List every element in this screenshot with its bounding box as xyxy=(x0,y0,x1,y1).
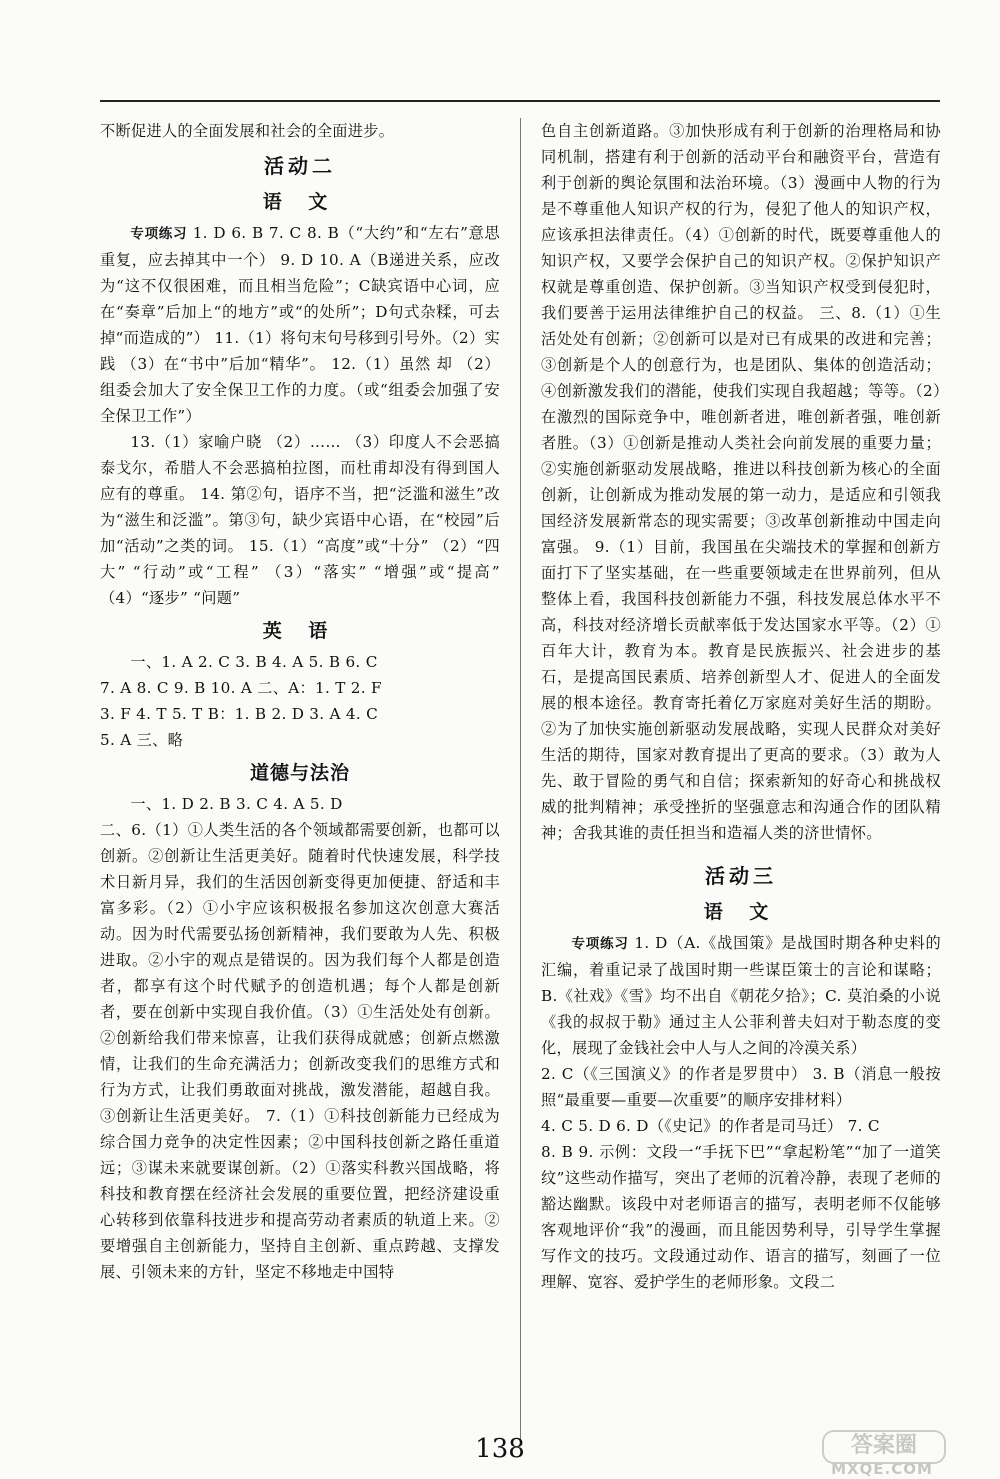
header-rule xyxy=(100,100,940,102)
english-answers-1: 一、1. A 2. C 3. B 4. A 5. B 6. C xyxy=(130,653,378,671)
watermark-logo: 答案圈 xyxy=(822,1430,946,1464)
column-divider xyxy=(520,118,521,1440)
page-number: 138 xyxy=(475,1434,525,1464)
special-practice-label: 专项练习 xyxy=(130,226,188,242)
watermark xyxy=(822,1430,942,1476)
activity3-heading: 活动三 xyxy=(705,864,777,888)
chinese-heading: 语 文 xyxy=(262,191,338,213)
english-answers-4: 5. A 三、略 xyxy=(100,731,184,749)
intro-text: 不断促进人的全面发展和社会的全面进步。 xyxy=(100,122,395,140)
chinese3-answers-3: 4. C 5. D 6. D（《史记》的作者是司马迁） 7. C xyxy=(541,1117,880,1135)
morality-answers-1: 一、1. D 2. B 3. C 4. A 5. D xyxy=(130,795,343,813)
chinese-heading-2: 语 文 xyxy=(703,901,779,923)
activity2-heading: 活动二 xyxy=(264,154,336,178)
chinese3-answers-2: 2. C（《三国演义》的作者是罗贯中） 3. B（消息一般按照“最重要—重要—次重要”的顺序安排材料） xyxy=(541,1065,941,1109)
chinese-answers-2: 13.（1）家喻户晓 （2）…… （3）印度人不会恶搞泰戈尔，希腊人不会恶搞柏拉图，而杜甫却没有得到国人应有的尊重。 14. 第②句，语序不当，把“泛滥和滋生”改为“滋生和泛滥”。第③句，缺少宾语中心语，在“校园”后加“活动”之类的词。 15.（1）“高度”或“十分” （2）“四大” “行动”或“工程” （3）“落实” “增强”或“提高” （4）“逐步” “问题” xyxy=(100,433,500,607)
chinese3-answers-1: 专项练习 1. D（A.《战国策》是战国时期各种史料的汇编，着重记录了战国时期一些谋臣策士的言论和谋略；B.《社戏》《雪》均不出自《朝花夕拾》；C. 莫泊桑的小说《我的叔叔于勒》通过主人公菲利普夫妇对于勒态度的变化，展现了金钱社会中人与人之间的冷漠关系） xyxy=(541,934,941,1057)
chinese3-answers-4: 8. B 9. 示例：文段一“手抚下巴”“拿起粉笔”“加了一道笑纹”这些动作描写，突出了老师的沉着冷静，表现了老师的豁达幽默。该段中对老师语言的描写，表明老师不仅能够客观地评价“我”的漫画，而且能因势利导，引导学生掌握写作文的技巧。文段通过动作、语言的描写，刻画了一位理解、宽容、爱护学生的老师形象。文段二 xyxy=(541,1143,941,1291)
morality-answers-continued: 色自主创新道路。③加快形成有利于创新的治理格局和协同机制，搭建有利于创新的活动平台和融资平台，营造有利于创新的舆论氛围和法治环境。（3）漫画中人物的行为是不尊重他人知识产权的行为，侵犯了他人的知识产权，应该承担法律责任。（4）①创新的时代，既要尊重他人的知识产权，又要学会保护自己的知识产权。②保护知识产权就是尊重创造、保护创新。③当知识产权受到侵犯时，我们要善于运用法律维护自己的权益。 三、8.（1）①生活处处有创新；②创新可以是对已有成果的改进和完善；③创新是个人的创意行为，也是团队、集体的创造活动；④创新激发我们的潜能，使我们实现自我超越；等等。（2）在激烈的国际竞争中，唯创新者进，唯创新者强，唯创新者胜。（3）①创新是推动人类社会向前发展的重要力量；②实施创新驱动发展战略，推进以科技创新为核心的全面创新，让创新成为推动发展的第一动力，是适应和引领我国经济发展新常态的现实需要；③改革创新推动中国走向富强。 9.（1）目前，我国虽在尖端技术的掌握和创新方面打下了坚实基础，在一些重要领域走在世界前列，但从整体上看，我国科技创新能力不强，科技发展总体水平不高，科技对经济增长贡献率低于发达国家水平等。（2）①百年大计，教育为本。教育是民族振兴、社会进步的基石，是提高国民素质、培养创新型人才、促进人的全面发展的根本途径。教育寄托着亿万家庭对美好生活的期盼。②为了加快实施创新驱动发展战略，实现人民群众对美好生活的期待，国家对教育提出了更高的要求。（3）敢为人先、敢于冒险的勇气和自信；探索新知的好奇心和挑战权威的批判精神；承受挫折的坚强意志和沟通合作的团队精神；舍我其谁的责任担当和造福人类的济世情怀。 xyxy=(541,122,941,842)
morality-answers-2: 二、6.（1）①人类生活的各个领域都需要创新，也都可以创新。②创新让生活更美好。随着时代快速发展，科学技术日新月异，我们的生活因创新变得更加便捷、舒适和丰富多彩。（2）①小宇应该积极报名参加这次创意大赛活动。因为时代需要弘扬创新精神，我们要敢为人先、积极进取。②小宇的观点是错误的。因为我们每个人都是创造者，都享有这个时代赋予的创造机遇；每个人都是创新者，要在创新中实现自我价值。（3）①生活处处有创新。②创新给我们带来惊喜，让我们获得成就感；创新点燃激情，让我们的生命充满活力；创新改变我们的思维方式和行为方式，让我们勇敢面对挑战，激发潜能，超越自我。③创新让生活更美好。 7.（1）①科技创新能力已经成为综合国力竞争的决定性因素；②中国科技创新之路任重道远；③谋未来就要谋创新。（2）①落实科教兴国战略，将科技和教育摆在经济社会发展的重要位置，把经济建设重心转移到依靠科技进步和提高劳动者素质的轨道上来。②要增强自主创新能力，坚持自主创新、重点跨越、支撑发展、引领未来的方针，坚定不移地走中国特 xyxy=(100,821,500,1281)
english-heading: 英 语 xyxy=(262,620,338,642)
chinese-answers-1: 专项练习 1. D 6. B 7. C 8. B（“大约”和“左右”意思重复，应去掉其中一个） 9. D 10. A（B递进关系，应改为“这不仅很困难，而且相当危险”；C缺宾语中心词，应在“奏章”后加上“的地方”或“的处所”；D句式杂糅，可去掉“而造成的”） 11.（1）将句末句号移到引号外。（2）实践 （3）在“书中”后加“精华”。 12.（1）虽然 却 （2）组委会加大了安全保卫工作的力度。（或“组委会加强了安全保卫工作”） xyxy=(100,224,501,425)
special-practice-label-2: 专项练习 xyxy=(571,936,629,952)
watermark-url: MXQE.COM xyxy=(831,1460,933,1478)
right-column xyxy=(541,118,941,1295)
left-column xyxy=(100,118,500,1285)
english-answers-2: 7. A 8. C 9. B 10. A 二、A：1. T 2. F xyxy=(100,679,382,697)
english-answers-3: 3. F 4. T 5. T B：1. B 2. D 3. A 4. C xyxy=(100,705,379,723)
morality-heading: 道德与法治 xyxy=(249,762,350,784)
